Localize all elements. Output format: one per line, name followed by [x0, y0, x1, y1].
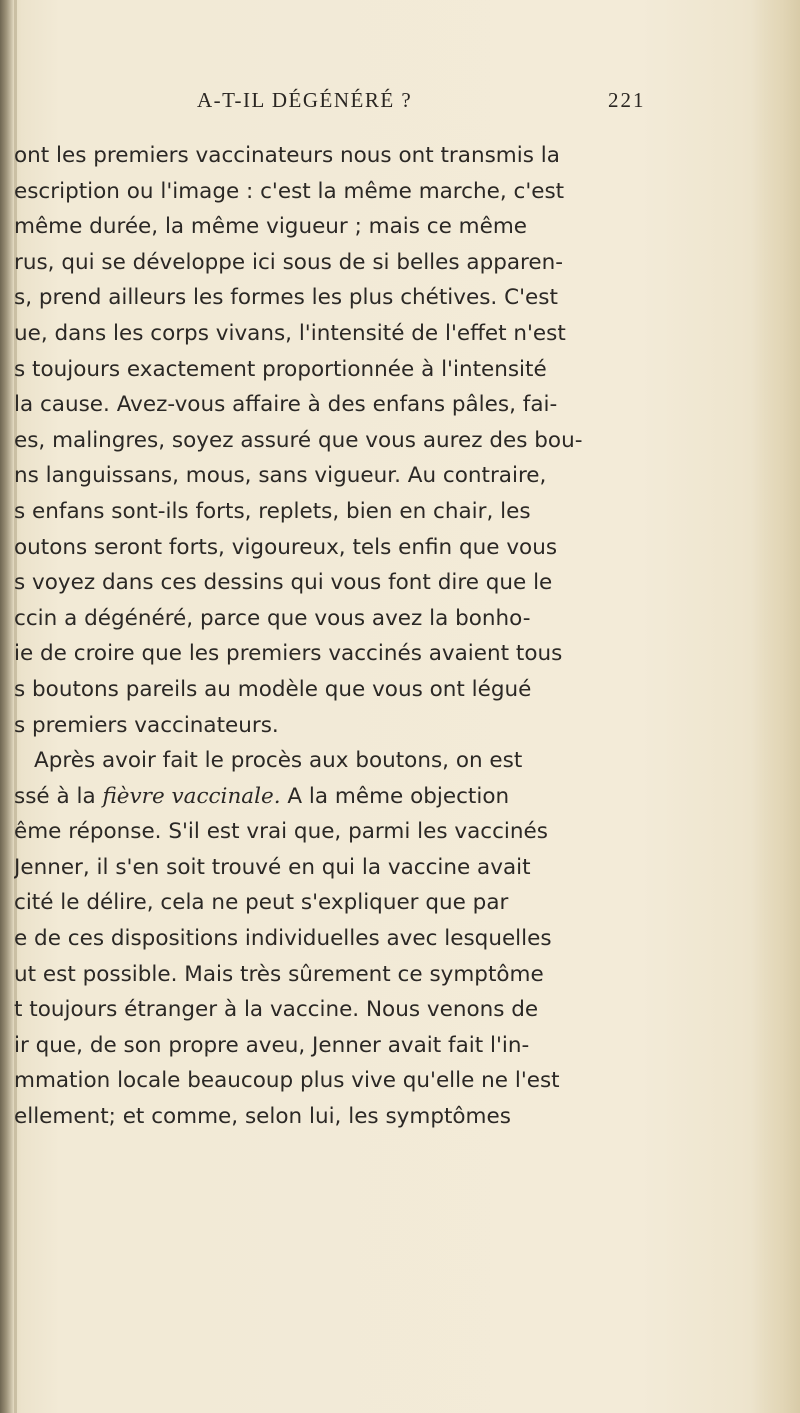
text-line: ême réponse. S'il est vrai que, parmi les vaccinés	[14, 819, 548, 845]
text-line: s voyez dans ces dessins qui vous font dire que le	[14, 570, 553, 596]
text-line: même durée, la même vigueur ; mais ce même	[14, 214, 528, 240]
body-text	[14, 138, 754, 1135]
text-line: ellement; et comme, selon lui, les symptômes	[14, 1104, 511, 1130]
text-line: ir que, de son propre aveu, Jenner avait fait l'in-	[14, 1032, 530, 1058]
text-line: outons seront forts, vigoureux, tels enfin que vous	[14, 534, 558, 560]
text-line: ut est possible. Mais très sûrement ce symptôme	[14, 961, 544, 987]
text-segment: A la même objection	[287, 783, 510, 809]
text-line: e de ces dispositions individuelles avec lesquelles	[14, 926, 552, 952]
text-line: mmation locale beaucoup plus vive qu'elle ne l'est	[14, 1068, 560, 1094]
page-number: 221	[608, 88, 646, 112]
text-line: ont les premiers vaccinateurs nous ont transmis la	[14, 143, 560, 168]
text-line: es, malingres, soyez assuré que vous aurez des bou-	[14, 427, 583, 453]
page-edge	[752, 0, 800, 1413]
paragraph-start-line: Après avoir fait le procès aux boutons, on est	[34, 748, 523, 774]
text-line: s enfans sont-ils forts, replets, bien en chair, les	[14, 498, 531, 524]
running-head-title: A-T-IL DÉGÉNÉRÉ ?	[197, 88, 413, 112]
text-line: la cause. Avez-vous affaire à des enfans pâles, fai-	[14, 392, 558, 418]
text-line: s boutons pareils au modèle que vous ont légué	[14, 676, 532, 702]
text-line: ccin a dégénéré, parce que vous avez la bonho-	[14, 605, 531, 631]
text-line: ns languissans, mous, sans vigueur. Au contraire,	[14, 463, 547, 489]
text-line: s, prend ailleurs les formes les plus chétives. C'est	[14, 285, 558, 311]
text-line: cité le délire, cela ne peut s'expliquer que par	[14, 890, 509, 916]
italic-term: fièvre vaccinale.	[102, 783, 281, 809]
running-head	[0, 88, 800, 128]
binding-shadow	[0, 0, 14, 1413]
text-line: rus, qui se développe ici sous de si belles apparen-	[14, 249, 564, 275]
text-line: s premiers vaccinateurs.	[14, 712, 279, 738]
text-line: escription ou l'image : c'est la même marche, c'est	[14, 178, 565, 204]
text-line: s toujours exactement proportionnée à l'intensité	[14, 356, 547, 382]
text-line: ue, dans les corps vivans, l'intensité de l'effet n'est	[14, 320, 566, 346]
text-line-with-italic	[14, 779, 754, 815]
text-segment: ssé à la	[14, 783, 96, 809]
text-line: t toujours étranger à la vaccine. Nous venons de	[14, 997, 539, 1023]
text-line: Jenner, il s'en soit trouvé en qui la vaccine avait	[14, 854, 531, 880]
text-line: ie de croire que les premiers vaccinés avaient tous	[14, 641, 563, 667]
